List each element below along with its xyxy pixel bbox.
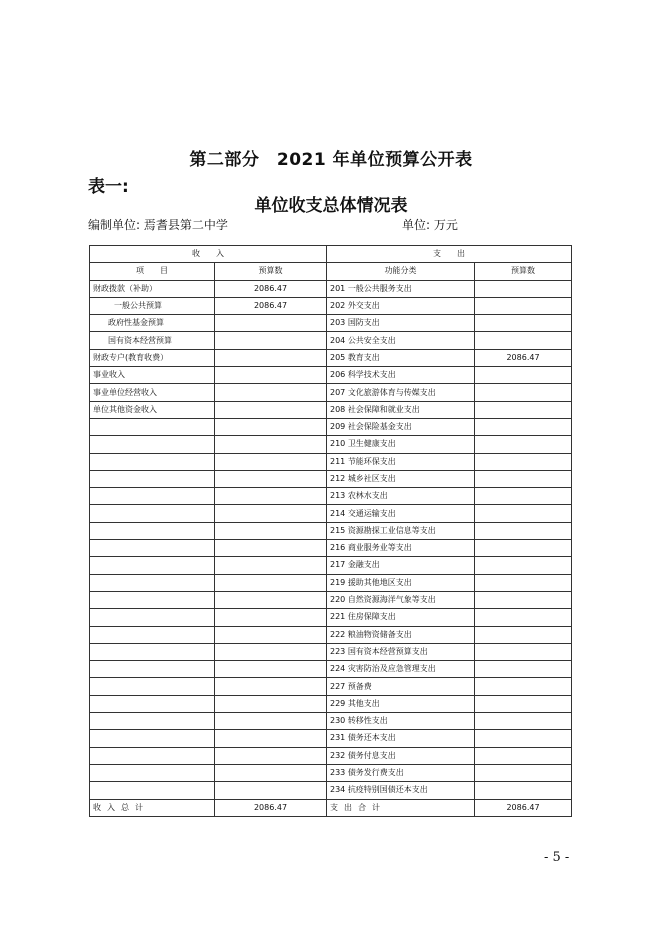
expense-category-cell: 210 卫生健康支出 — [327, 436, 475, 453]
expense-value-cell — [475, 678, 572, 695]
income-item-cell — [90, 609, 215, 626]
expense-value-cell — [475, 505, 572, 522]
income-value-cell — [215, 540, 327, 557]
expense-value-cell — [475, 418, 572, 435]
income-item-cell — [90, 713, 215, 730]
income-item-cell: 事业单位经营收入 — [90, 384, 215, 401]
income-value-cell: 2086.47 — [215, 297, 327, 314]
page-title: 第二部分 2021 年单位预算公开表 — [189, 150, 473, 170]
table-row — [90, 730, 572, 747]
expense-value-cell — [475, 557, 572, 574]
income-value-cell — [215, 453, 327, 470]
expense-category-cell: 229 其他支出 — [327, 695, 475, 712]
table-row — [90, 522, 572, 539]
income-item-cell: 单位其他资金收入 — [90, 401, 215, 418]
income-item-cell — [90, 661, 215, 678]
income-item-cell — [90, 782, 215, 799]
income-value-cell — [215, 713, 327, 730]
expense-category-cell: 201 一般公共服务支出 — [327, 280, 475, 297]
expense-category-cell: 215 资源勘探工业信息等支出 — [327, 522, 475, 539]
income-value-cell — [215, 764, 327, 781]
income-value-cell — [215, 418, 327, 435]
income-value-cell — [215, 609, 327, 626]
table-row — [90, 349, 572, 366]
expense-category-cell: 231 债务还本支出 — [327, 730, 475, 747]
expense-category-cell: 217 金融支出 — [327, 557, 475, 574]
budget-table — [89, 245, 572, 817]
expense-value-cell — [475, 297, 572, 314]
expense-value-cell — [475, 643, 572, 660]
table-row — [90, 626, 572, 643]
income-total-value: 2086.47 — [215, 799, 327, 816]
header-row — [90, 246, 572, 263]
expense-category-cell: 202 外交支出 — [327, 297, 475, 314]
table-row — [90, 315, 572, 332]
expense-value-cell — [475, 661, 572, 678]
income-value-cell — [215, 557, 327, 574]
expense-value-cell — [475, 280, 572, 297]
expense-category-cell: 224 灾害防治及应急管理支出 — [327, 661, 475, 678]
expense-category-cell: 212 城乡社区支出 — [327, 470, 475, 487]
expense-total-label: 支出合计 — [327, 799, 475, 816]
expense-category-cell: 232 债务付息支出 — [327, 747, 475, 764]
expense-category-cell: 222 粮油物资储备支出 — [327, 626, 475, 643]
income-item-cell — [90, 453, 215, 470]
income-value-cell — [215, 626, 327, 643]
table-row — [90, 418, 572, 435]
income-item-cell: 国有资本经营预算 — [90, 332, 215, 349]
income-value-cell — [215, 782, 327, 799]
expense-total-value: 2086.47 — [475, 799, 572, 816]
income-value-cell — [215, 643, 327, 660]
expense-category-cell: 234 抗疫特别国债还本支出 — [327, 782, 475, 799]
table-row — [90, 436, 572, 453]
income-value-cell — [215, 591, 327, 608]
income-item-cell: 财政拨款（补助） — [90, 280, 215, 297]
table-row — [90, 643, 572, 660]
table-row — [90, 574, 572, 591]
expense-value-cell — [475, 522, 572, 539]
table-row — [90, 557, 572, 574]
income-value-cell — [215, 730, 327, 747]
income-item-cell: 政府性基金预算 — [90, 315, 215, 332]
expense-value-cell — [475, 315, 572, 332]
table-label: 表一: — [88, 177, 129, 197]
income-value-cell — [215, 747, 327, 764]
expense-category-cell: 219 援助其他地区支出 — [327, 574, 475, 591]
income-item-cell: 事业收入 — [90, 367, 215, 384]
expense-category-cell: 205 教育支出 — [327, 349, 475, 366]
expense-category-cell: 223 国有资本经营预算支出 — [327, 643, 475, 660]
table-row — [90, 678, 572, 695]
currency-unit: 单位: 万元 — [402, 218, 458, 232]
income-item-cell — [90, 488, 215, 505]
expense-value-cell — [475, 384, 572, 401]
expense-category-cell: 209 社会保险基金支出 — [327, 418, 475, 435]
income-total-label: 收入总计 — [90, 799, 215, 816]
expense-category-cell: 204 公共安全支出 — [327, 332, 475, 349]
table-row — [90, 764, 572, 781]
expense-value-cell — [475, 730, 572, 747]
expense-category-cell: 207 文化旅游体育与传媒支出 — [327, 384, 475, 401]
income-item-cell — [90, 591, 215, 608]
income-value-cell — [215, 315, 327, 332]
income-value-cell — [215, 661, 327, 678]
expense-value-cell — [475, 695, 572, 712]
income-item-cell — [90, 643, 215, 660]
expense-value-cell — [475, 488, 572, 505]
table-row — [90, 470, 572, 487]
expense-value-cell — [475, 626, 572, 643]
table-row — [90, 332, 572, 349]
expense-category-cell: 211 节能环保支出 — [327, 453, 475, 470]
table-row — [90, 367, 572, 384]
income-value-cell — [215, 470, 327, 487]
expense-category-cell: 213 农林水支出 — [327, 488, 475, 505]
income-value-cell — [215, 384, 327, 401]
income-item-cell — [90, 418, 215, 435]
expense-value-cell — [475, 367, 572, 384]
expense-value-cell — [475, 591, 572, 608]
expense-category-cell: 230 转移性支出 — [327, 713, 475, 730]
income-item-cell: 财政专户(教育收费） — [90, 349, 215, 366]
income-item-cell — [90, 574, 215, 591]
expense-value-cell — [475, 609, 572, 626]
col-item-header: 项 目 — [90, 263, 215, 280]
table-row — [90, 280, 572, 297]
income-value-cell — [215, 574, 327, 591]
table-title: 单位收支总体情况表 — [254, 196, 408, 216]
expense-value-cell — [475, 540, 572, 557]
income-value-cell — [215, 505, 327, 522]
income-value-cell — [215, 367, 327, 384]
col-budget2-header: 预算数 — [475, 263, 572, 280]
compiling-unit: 编制单位: 焉耆县第二中学 — [88, 218, 228, 232]
table-row — [90, 747, 572, 764]
table-row — [90, 695, 572, 712]
total-row — [90, 799, 572, 816]
expense-category-cell: 227 预备费 — [327, 678, 475, 695]
table-row — [90, 713, 572, 730]
expense-value-cell — [475, 747, 572, 764]
income-item-cell — [90, 678, 215, 695]
expense-category-cell: 220 自然资源海洋气象等支出 — [327, 591, 475, 608]
expense-value-cell — [475, 713, 572, 730]
income-item-cell — [90, 470, 215, 487]
expense-value-cell — [475, 453, 572, 470]
col-category-header: 功能分类 — [327, 263, 475, 280]
income-item-cell — [90, 747, 215, 764]
table-row — [90, 782, 572, 799]
income-item-cell — [90, 436, 215, 453]
expense-value-cell — [475, 764, 572, 781]
expense-value-cell — [475, 470, 572, 487]
expense-value-cell — [475, 332, 572, 349]
income-value-cell — [215, 488, 327, 505]
income-value-cell — [215, 436, 327, 453]
expense-category-cell: 221 住房保障支出 — [327, 609, 475, 626]
table-row — [90, 661, 572, 678]
expense-category-cell: 233 债务发行费支出 — [327, 764, 475, 781]
table-row — [90, 297, 572, 314]
income-item-cell — [90, 695, 215, 712]
income-item-cell — [90, 764, 215, 781]
income-value-cell — [215, 695, 327, 712]
income-value-cell — [215, 401, 327, 418]
income-item-cell — [90, 557, 215, 574]
expense-category-cell: 216 商业服务业等支出 — [327, 540, 475, 557]
expense-value-cell — [475, 401, 572, 418]
income-item-cell — [90, 505, 215, 522]
table-row — [90, 488, 572, 505]
expense-category-cell: 203 国防支出 — [327, 315, 475, 332]
expense-category-cell: 208 社会保障和就业支出 — [327, 401, 475, 418]
income-item-cell — [90, 522, 215, 539]
table-row — [90, 540, 572, 557]
income-value-cell — [215, 349, 327, 366]
col-budget-header: 预算数 — [215, 263, 327, 280]
income-item-cell — [90, 730, 215, 747]
expense-category-cell: 206 科学技术支出 — [327, 367, 475, 384]
table-row — [90, 401, 572, 418]
column-header-row — [90, 263, 572, 280]
income-item-cell — [90, 540, 215, 557]
income-item-cell — [90, 626, 215, 643]
table-row — [90, 505, 572, 522]
expense-header: 支 出 — [327, 246, 572, 263]
table-row — [90, 384, 572, 401]
income-item-cell: 一般公共预算 — [90, 297, 215, 314]
expense-value-cell — [475, 782, 572, 799]
table-row — [90, 591, 572, 608]
income-header: 收 入 — [90, 246, 327, 263]
income-value-cell — [215, 332, 327, 349]
expense-category-cell: 214 交通运输支出 — [327, 505, 475, 522]
table-row — [90, 453, 572, 470]
income-value-cell: 2086.47 — [215, 280, 327, 297]
income-value-cell — [215, 678, 327, 695]
page-number: - 5 - — [544, 850, 570, 865]
expense-value-cell: 2086.47 — [475, 349, 572, 366]
expense-value-cell — [475, 574, 572, 591]
table-row — [90, 609, 572, 626]
expense-value-cell — [475, 436, 572, 453]
income-value-cell — [215, 522, 327, 539]
